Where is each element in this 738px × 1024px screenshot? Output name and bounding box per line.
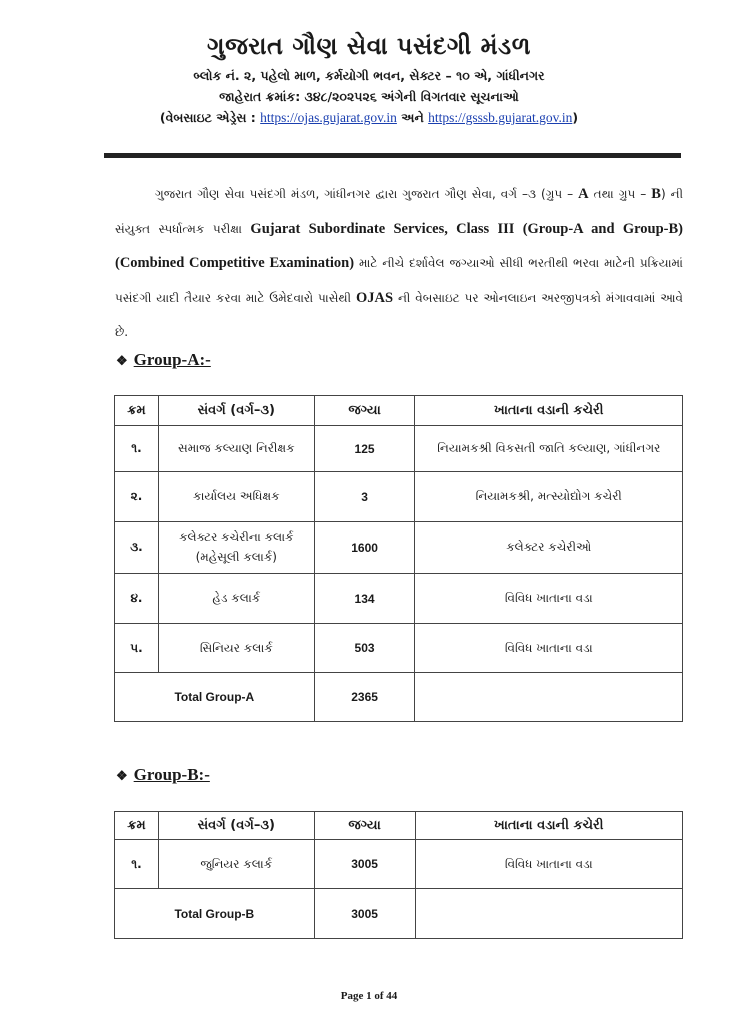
- board-address: બ્લોક નં. ૨, પહેલો માળ, કર્મયોગી ભવન, સેક્ટર – ૧૦ એ, ગાંધીનગર: [193, 68, 545, 83]
- col-cadre: સંવર્ગ (વર્ગ–૩): [158, 396, 314, 426]
- header-divider: [104, 153, 681, 158]
- group-b-table: [114, 811, 683, 939]
- col-posts: જગ્યા: [314, 812, 415, 840]
- table-row: ૨. કાર્યાલય અધિક્ષક 3 નિયામકશ્રી, મત્સ્યોદ્યોગ કચેરી: [115, 472, 683, 522]
- total-value: 3005: [314, 889, 415, 939]
- table-header-row: [115, 812, 683, 840]
- website-line: (વેબસાઇટ એડ્રેસ : https://ojas.gujarat.gov.in અને https://gsssb.gujarat.gov.in): [159, 110, 579, 125]
- group-a-heading: ❖ Group-A:-: [116, 350, 211, 369]
- group-b-heading: ❖ Group-B:-: [116, 765, 210, 784]
- col-office: ખાતાના વડાની કચેરી: [415, 396, 683, 426]
- col-office: ખાતાના વડાની કચેરી: [415, 812, 682, 840]
- total-row: [115, 673, 683, 722]
- table-row: ૧. જુનિયર કલાર્ક 3005 વિવિધ ખાતાના વડા: [115, 840, 683, 889]
- group-a-table: [114, 395, 683, 722]
- diamond-bullet-icon: ❖: [116, 768, 128, 783]
- col-cadre: સંવર્ગ (વર્ગ–૩): [158, 812, 314, 840]
- table-row: ૧. સમાજ કલ્યાણ નિરીક્ષક 125 નિયામકશ્રી વિકસતી જાતિ કલ્યાણ, ગાંધીનગર: [115, 426, 683, 472]
- total-row: [115, 889, 683, 939]
- col-posts: જગ્યા: [314, 396, 415, 426]
- col-sr: ક્રમ: [115, 812, 159, 840]
- table-row: ૩. કલેક્ટર કચેરીના કલાર્ક (મહેસૂલી કલાર્ક) 1600 કલેક્ટર કચેરીઓ: [115, 522, 683, 574]
- total-label: Total Group-B: [115, 889, 315, 939]
- table-header-row: [115, 396, 683, 426]
- page-number: Page 1 of 44: [340, 990, 398, 1002]
- table-row: ૫. સિનિયર કલાર્ક 503 વિવિધ ખાતાના વડા: [115, 624, 683, 673]
- table-row: ૪. હેડ કલાર્ક 134 વિવિધ ખાતાના વડા: [115, 574, 683, 624]
- ojas-link[interactable]: https://ojas.gujarat.gov.in: [260, 110, 397, 125]
- total-label: Total Group-A: [115, 673, 315, 722]
- gsssb-link[interactable]: https://gsssb.gujarat.gov.in: [428, 110, 573, 125]
- col-sr: ક્રમ: [115, 396, 159, 426]
- advertisement-title: જાહેરાત ક્રમાંક: ૩૪૮/૨૦૨૫૨૬ અંગેની વિગતવાર સૂચનાઓ: [219, 89, 519, 104]
- document-header: [0, 32, 738, 126]
- total-value: 2365: [314, 673, 415, 722]
- diamond-bullet-icon: ❖: [116, 353, 128, 368]
- board-title: ગુજરાત ગૌણ સેવા પસંદગી મંડળ: [207, 32, 531, 60]
- intro-paragraph: ગુજરાત ગૌણ સેવા પસંદગી મંડળ, ગાંધીનગર દ્વારા ગુજરાત ગૌણ સેવા, વર્ગ –૩ (ગ્રુપ – A તથા ગ્રુપ – B) ની સંયુક્ત સ્પર્ધાત્મક પરીક્ષા Gujarat Subordinate Services, Class III (Group-A and Group-B) (Combined Competitive Examination) માટે નીચે દર્શાવેલ જગ્યાઓ સીધી ભરતીથી ભરવા માટેની પ્રક્રિયામાં પસંદગી યાદી તૈયાર કરવા માટે ઉમેદવારો પાસેથી OJAS ની વેબસાઇટ પર ઓનલાઇન અરજીપત્રકો મંગાવવામાં આવે છે.: [115, 186, 683, 339]
